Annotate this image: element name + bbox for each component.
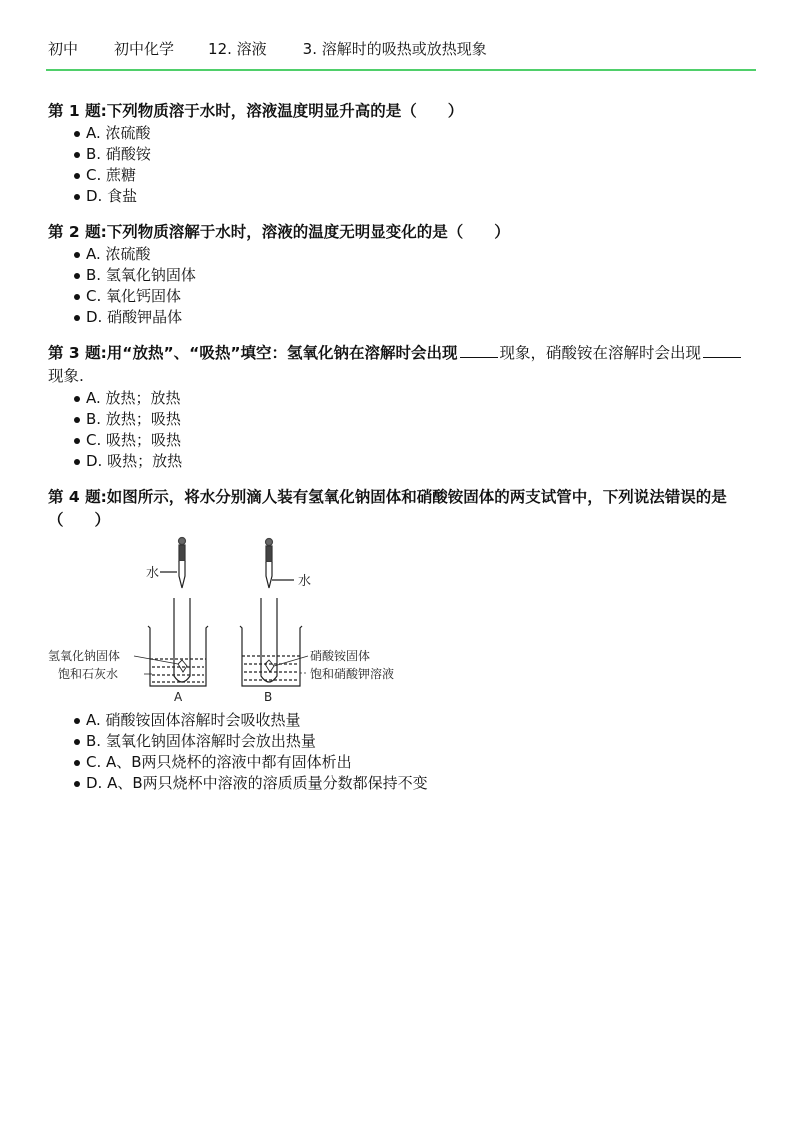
breadcrumb-chapter[interactable]: 12. 溶液 xyxy=(208,40,267,58)
option-a[interactable]: A. 浓硫酸 xyxy=(74,123,754,144)
option-list xyxy=(48,123,754,207)
breadcrumb-level[interactable]: 初中 xyxy=(48,40,79,58)
question-text: 用“放热”、“吸热”填空：氢氧化钠在溶解时会出现 xyxy=(106,344,458,362)
water-label-b: 水 xyxy=(298,574,312,589)
option-list xyxy=(48,710,754,794)
option-d[interactable]: D. 硝酸钾晶体 xyxy=(74,307,754,328)
option-c[interactable]: C. 吸热；吸热 xyxy=(74,430,754,451)
question-text: 如图所示，将水分别滴人装有氢氧化钠固体和硝酸铵固体的两支试管中，下列说法错误的是（ ） xyxy=(48,488,727,529)
breadcrumb xyxy=(48,38,754,60)
nh4no3-solid-label: 硝酸铵固体 xyxy=(310,649,371,663)
header-divider xyxy=(46,69,756,71)
option-list xyxy=(48,388,754,472)
breadcrumb-section[interactable]: 3. 溶解时的吸热或放热现象 xyxy=(302,40,487,58)
option-b[interactable]: B. 硝酸铵 xyxy=(74,144,754,165)
kno3-solution-label: 饱和硝酸钾溶液 xyxy=(310,667,395,681)
option-d[interactable]: D. A、B两只烧杯中溶液的溶质质量分数都保持不变 xyxy=(74,773,754,794)
question-3 xyxy=(48,342,754,472)
option-d[interactable]: D. 食盐 xyxy=(74,186,754,207)
answer-blank-2[interactable] xyxy=(703,343,741,358)
option-list xyxy=(48,244,754,328)
option-c[interactable]: C. A、B两只烧杯的溶液中都有固体析出 xyxy=(74,752,754,773)
option-a[interactable]: A. 放热；放热 xyxy=(74,388,754,409)
question-text-end: 现象. xyxy=(48,367,84,385)
beaker-a xyxy=(134,538,208,687)
label-b: B xyxy=(264,690,273,704)
question-list xyxy=(48,100,754,808)
question-number: 第 4 题: xyxy=(48,488,107,506)
question-title xyxy=(48,486,754,532)
question-title xyxy=(48,221,754,244)
lime-water-label: 饱和石灰水 xyxy=(58,667,119,681)
water-label-a: 水 xyxy=(146,566,160,581)
question-title xyxy=(48,100,754,123)
question-2 xyxy=(48,221,754,328)
question-number: 第 2 题: xyxy=(48,223,107,241)
question-4 xyxy=(48,486,754,794)
option-b[interactable]: B. 放热；吸热 xyxy=(74,409,754,430)
option-a[interactable]: A. 浓硫酸 xyxy=(74,244,754,265)
answer-blank-1[interactable] xyxy=(460,343,498,358)
question-1 xyxy=(48,100,754,207)
question-number: 第 1 题: xyxy=(48,102,107,120)
beaker-b xyxy=(240,539,308,687)
option-b[interactable]: B. 氢氧化钠固体溶解时会放出热量 xyxy=(74,731,754,752)
breadcrumb-subject[interactable]: 初中化学 xyxy=(114,40,175,58)
option-d[interactable]: D. 吸热；放热 xyxy=(74,451,754,472)
question-title xyxy=(48,342,754,388)
naoh-solid-label: 氢氧化钠固体 xyxy=(48,649,121,663)
option-c[interactable]: C. 氧化钙固体 xyxy=(74,286,754,307)
label-a: A xyxy=(174,690,183,704)
option-b[interactable]: B. 氢氧化钠固体 xyxy=(74,265,754,286)
question-text: 下列物质溶解于水时，溶液的温度无明显变化的是（ ） xyxy=(106,223,510,241)
option-c[interactable]: C. 蔗糖 xyxy=(74,165,754,186)
question-text-mid: 现象，硝酸铵在溶解时会出现 xyxy=(499,344,702,362)
question-text: 下列物质溶于水时，溶液温度明显升高的是（ ） xyxy=(106,102,464,120)
question-number: 第 3 题: xyxy=(48,344,107,362)
option-a[interactable]: A. 硝酸铵固体溶解时会吸收热量 xyxy=(74,710,754,731)
experiment-figure xyxy=(48,536,428,706)
